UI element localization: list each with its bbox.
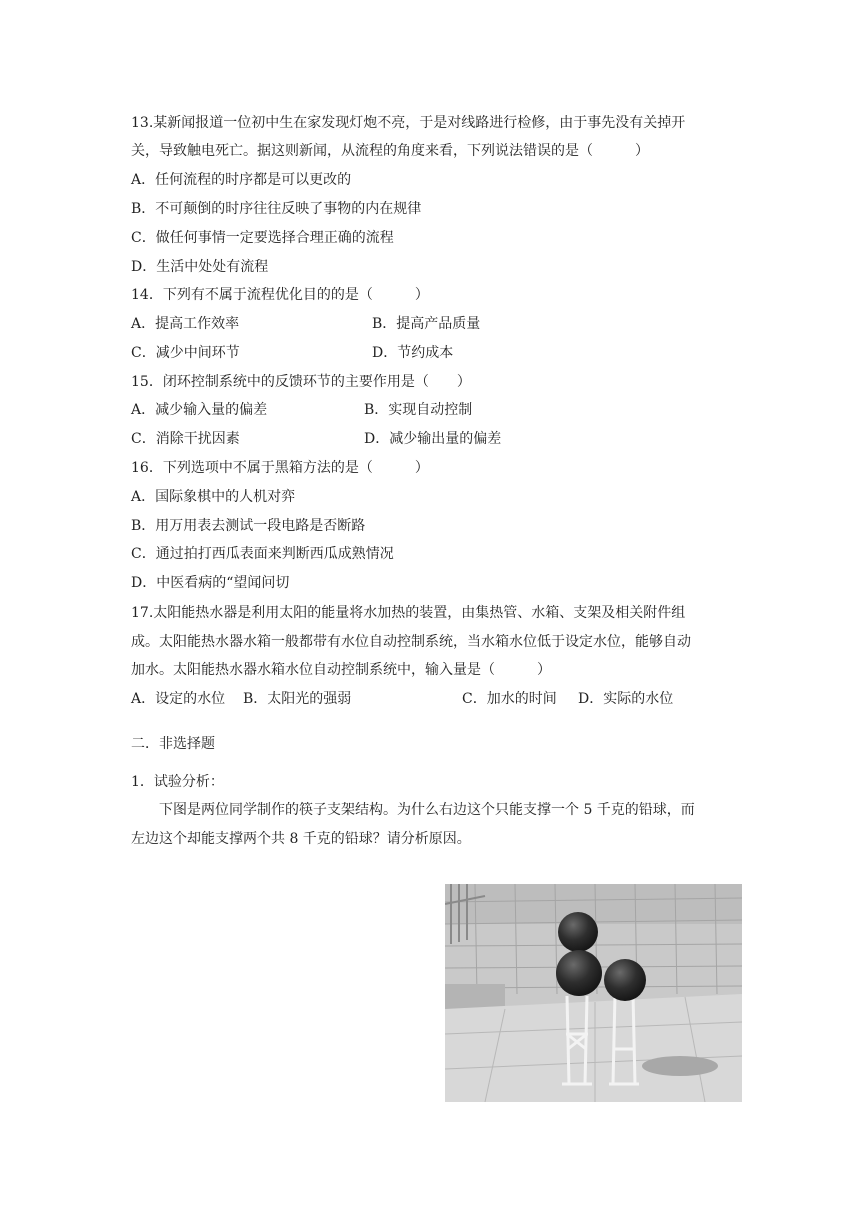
section2-heading: 二．非选择题 (131, 736, 215, 752)
q16-option-a: A．国际象棋中的人机对弈 (131, 489, 296, 505)
q1-text-line2: 左边这个却能支撑两个共 8 千克的铅球？请分析原因。 (131, 831, 471, 847)
q17-option-a: A．设定的水位 (131, 691, 226, 707)
q13-option-d: D．生活中处处有流程 (131, 259, 269, 275)
q14-option-b: B．提高产品质量 (372, 316, 481, 332)
q13-stem-line2: 关，导致触电死亡。据这则新闻，从流程的角度来看，下列说法错误的是（ ） (131, 143, 649, 159)
q15-option-b: B．实现自动控制 (364, 402, 473, 418)
q15-stem: 15．闭环控制系统中的反馈环节的主要作用是（ ） (131, 374, 471, 390)
q17-option-b: B．太阳光的强弱 (243, 691, 352, 707)
q13-option-a: A．任何流程的时序都是可以更改的 (131, 172, 352, 188)
q13-option-b: B．不可颠倒的时序往往反映了事物的内在规律 (131, 201, 422, 217)
q14-option-a: A．提高工作效率 (131, 316, 240, 332)
q17-stem-line3: 加水。太阳能热水器水箱水位自动控制系统中，输入量是（ ） (131, 662, 551, 678)
q15-option-d: D．减少输出量的偏差 (364, 431, 502, 447)
q13-option-c: C．做任何事情一定要选择合理正确的流程 (131, 230, 394, 246)
q14-stem: 14．下列有不属于流程优化目的的是（ ） (131, 287, 429, 303)
q1-text-line1: 下图是两位同学制作的筷子支架结构。为什么右边这个只能支撑一个 5 千克的铅球，而 (131, 802, 695, 818)
q16-option-b: B．用万用表去测试一段电路是否断路 (131, 518, 366, 534)
q17-stem-line2: 成。太阳能热水器水箱一般都带有水位自动控制系统，当水箱水位低于设定水位，能够自动 (131, 634, 691, 650)
q15-option-c: C．消除干扰因素 (131, 431, 240, 447)
q16-option-d: D．中医看病的“望闻问切 (131, 575, 290, 591)
q17-option-c: C．加水的时间 (462, 691, 557, 707)
q16-stem: 16．下列选项中不属于黑箱方法的是（ ） (131, 460, 429, 476)
q17-option-d: D．实际的水位 (578, 691, 674, 707)
q16-option-c: C．通过拍打西瓜表面来判断西瓜成熟情况 (131, 546, 394, 562)
q13-stem-line1: 13.某新闻报道一位初中生在家发现灯炮不亮，于是对线路进行检修，由于事先没有关掉开 (131, 115, 686, 131)
q1-title: 1．试验分析： (131, 774, 224, 790)
q14-option-d: D．节约成本 (372, 345, 454, 361)
chopstick-stand-photo (445, 884, 742, 1102)
q14-option-c: C．减少中间环节 (131, 345, 240, 361)
q17-stem-line1: 17.太阳能热水器是利用太阳的能量将水加热的装置，由集热管、水箱、支架及相关附件组 (131, 605, 686, 621)
q15-option-a: A．减少输入量的偏差 (131, 402, 268, 418)
